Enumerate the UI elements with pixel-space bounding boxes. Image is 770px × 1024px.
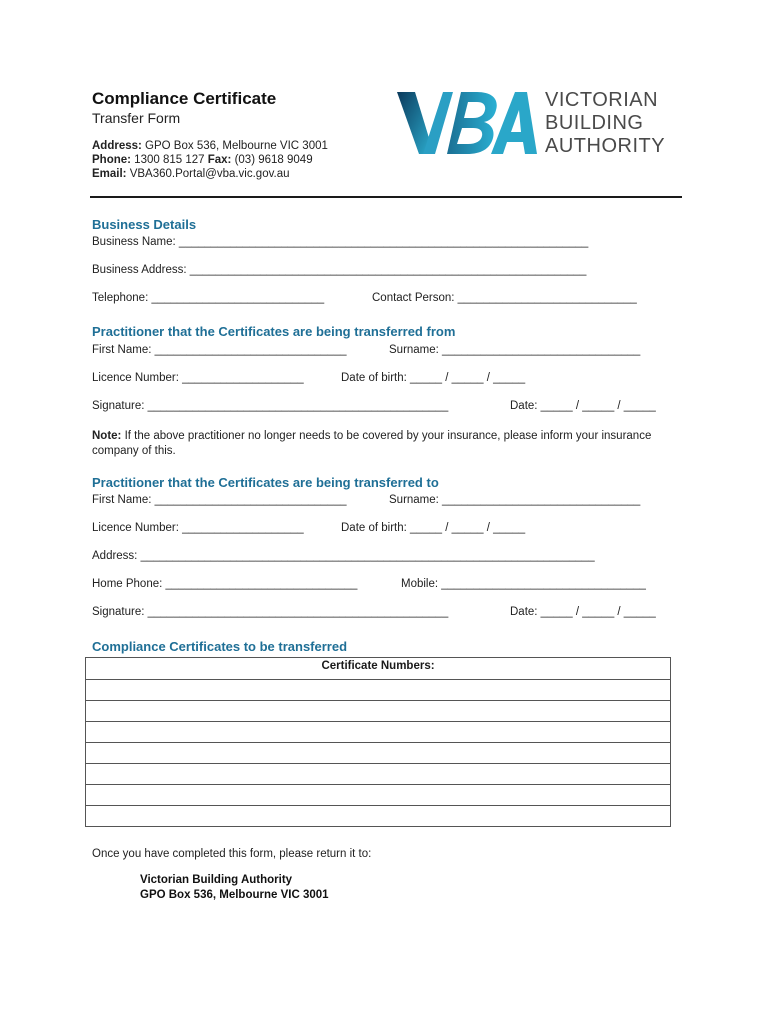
address-value: GPO Box 536, Melbourne VIC 3001	[141, 140, 328, 152]
email-value: VBA360.Portal@vba.vic.gov.au	[126, 168, 290, 180]
to-licence-number-field[interactable]: Licence Number: ___________________	[92, 522, 304, 534]
certificate-row[interactable]	[86, 764, 671, 785]
note-label: Note:	[92, 430, 122, 442]
to-address-field[interactable]: Address: _______________________________________________________________________	[92, 550, 595, 562]
certificate-row[interactable]	[86, 785, 671, 806]
from-first-name-field[interactable]: First Name: ______________________________	[92, 344, 347, 356]
insurance-note	[92, 429, 682, 459]
certificate-row[interactable]	[86, 743, 671, 764]
section-heading-from: Practitioner that the Certificates are being transferred from	[92, 324, 456, 339]
business-address-field[interactable]: Business Address: ______________________________________________________________	[92, 264, 587, 276]
fax-label: Fax:	[207, 154, 232, 166]
to-home-phone-field[interactable]: Home Phone: ______________________________	[92, 578, 358, 590]
contact-phone	[92, 154, 313, 166]
from-date-of-birth-field[interactable]: Date of birth: _____ / _____ / _____	[341, 372, 526, 384]
to-date-of-birth-field[interactable]: Date of birth: _____ / _____ / _____	[341, 522, 526, 534]
page-subtitle: Transfer Form	[92, 110, 181, 126]
business-name-field[interactable]: Business Name: ________________________________________________________________	[92, 236, 589, 248]
to-date-field[interactable]: Date: _____ / _____ / _____	[510, 606, 656, 618]
contact-person-field[interactable]: Contact Person: ____________________________	[372, 292, 637, 304]
certificate-numbers-table	[85, 657, 671, 827]
section-heading-business: Business Details	[92, 217, 197, 232]
vba-logo-icon	[395, 88, 540, 160]
from-signature-field[interactable]: Signature: _______________________________________________	[92, 400, 449, 412]
to-signature-field[interactable]: Signature: _______________________________________________	[92, 606, 449, 618]
return-org-name: Victorian Building Authority	[140, 874, 293, 886]
note-text: If the above practitioner no longer needs to be covered by your insurance, please inform your insurance company of this.	[92, 430, 652, 457]
logo-line-2: BUILDING	[545, 112, 644, 134]
logo-line-1: VICTORIAN	[545, 89, 659, 111]
section-heading-certificates: Compliance Certificates to be transferred	[92, 639, 348, 654]
phone-label: Phone:	[92, 154, 131, 166]
return-instruction: Once you have completed this form, please return it to:	[92, 848, 372, 860]
certificate-row[interactable]	[86, 701, 671, 722]
email-label: Email:	[92, 168, 127, 180]
logo-line-3: AUTHORITY	[545, 135, 666, 157]
page-title: Compliance Certificate	[92, 89, 277, 108]
contact-address	[92, 140, 328, 152]
from-licence-number-field[interactable]: Licence Number: ___________________	[92, 372, 304, 384]
to-mobile-field[interactable]: Mobile: ________________________________	[401, 578, 646, 590]
telephone-field[interactable]: Telephone: ___________________________	[92, 292, 325, 304]
certificate-numbers-header: Certificate Numbers:	[86, 658, 671, 680]
to-first-name-field[interactable]: First Name: ______________________________	[92, 494, 347, 506]
contact-email	[92, 168, 289, 180]
header-divider	[90, 196, 682, 198]
certificate-row[interactable]	[86, 680, 671, 701]
from-date-field[interactable]: Date: _____ / _____ / _____	[510, 400, 656, 412]
section-heading-to: Practitioner that the Certificates are being transferred to	[92, 475, 439, 490]
phone-value: 1300 815 127	[130, 154, 208, 166]
to-surname-field[interactable]: Surname: _______________________________	[389, 494, 641, 506]
address-label: Address:	[92, 140, 142, 152]
return-address: GPO Box 536, Melbourne VIC 3001	[140, 889, 329, 901]
certificate-row[interactable]	[86, 806, 671, 827]
fax-value: (03) 9618 9049	[231, 154, 313, 166]
certificate-row[interactable]	[86, 722, 671, 743]
from-surname-field[interactable]: Surname: _______________________________	[389, 344, 641, 356]
